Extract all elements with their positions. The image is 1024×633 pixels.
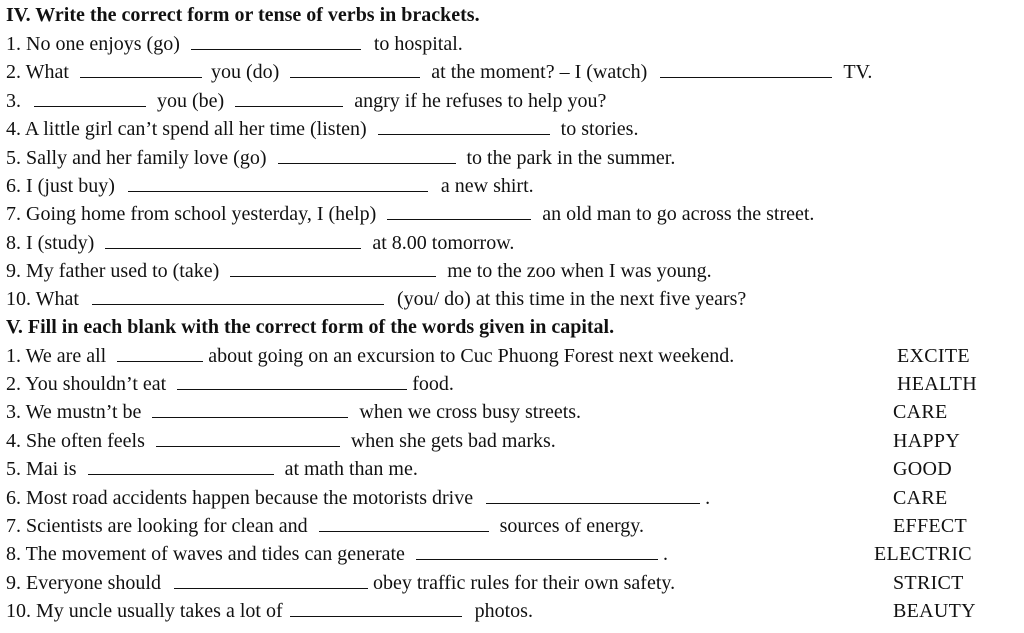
s4-item-2-blank-2[interactable] — [290, 59, 420, 78]
s5-item-9-text-b: obey traffic rules for their own safety. — [372, 572, 676, 594]
s4-item-1-text-a: 1. No one enjoys (go) — [6, 33, 180, 55]
s5-item-1 — [6, 342, 734, 370]
s4-item-1-text-b: to hospital. — [373, 33, 463, 55]
s5-item-9 — [6, 569, 675, 597]
s4-item-10-text-a: 10. What — [6, 288, 79, 310]
s4-item-3-text-b: you (be) — [157, 90, 225, 112]
s5-item-8-text-a: 8. The movement of waves and tides can generate — [6, 543, 405, 565]
s5-item-1-text-a: 1. We are all — [6, 345, 107, 367]
s5-item-3-text-a: 3. We mustn’t be — [6, 401, 142, 423]
s5-item-7-word: EFFECT — [893, 515, 968, 537]
s5-item-9-text-a: 9. Everyone should — [6, 572, 161, 594]
section-5-heading: V. Fill in each blank with the correct form of the words given in capital. — [6, 316, 615, 338]
s5-item-3-text-b: when we cross busy streets. — [359, 401, 582, 423]
s4-item-2-text-a: 2. What — [6, 61, 69, 83]
s5-item-9-word: STRICT — [893, 572, 964, 594]
s4-item-5 — [6, 144, 675, 172]
s4-item-2-blank-1[interactable] — [80, 59, 202, 78]
s4-item-8-text-a: 8. I (study) — [6, 232, 95, 254]
s4-item-9-text-a: 9. My father used to (take) — [6, 260, 220, 282]
s5-item-8-text-b: . — [662, 543, 668, 565]
s4-item-2-text-b: you (do) — [210, 61, 280, 83]
s5-item-7 — [6, 512, 644, 540]
s5-item-10 — [6, 597, 533, 625]
s4-item-3 — [6, 87, 606, 115]
s5-item-8 — [6, 540, 668, 568]
s5-item-5-text-b: at math than me. — [284, 458, 418, 480]
s4-item-5-text-a: 5. Sally and her family love (go) — [6, 147, 267, 169]
s4-item-2 — [6, 58, 872, 86]
s4-item-7-text-b: an old man to go across the street. — [542, 203, 815, 225]
s5-item-2-text-a: 2. You shouldn’t eat — [6, 373, 167, 395]
s5-item-1-blank[interactable] — [117, 343, 203, 362]
s4-item-4 — [6, 115, 638, 143]
s5-item-7-text-b: sources of energy. — [499, 515, 644, 537]
s5-item-10-text-a: 10. My uncle usually takes a lot of — [6, 600, 283, 622]
s4-item-3-blank-1[interactable] — [34, 88, 146, 107]
s4-item-3-text-a: 3. — [6, 90, 21, 112]
s4-item-2-text-c: at the moment? – I (watch) — [431, 61, 648, 83]
s4-item-7 — [6, 200, 814, 228]
s5-item-3 — [6, 398, 581, 426]
s5-item-3-word: CARE — [893, 401, 948, 423]
s5-item-5-text-a: 5. Mai is — [6, 458, 77, 480]
s5-item-3-blank[interactable] — [152, 399, 348, 418]
s5-item-10-text-b: photos. — [474, 600, 533, 622]
s4-item-2-blank-3[interactable] — [660, 59, 832, 78]
s4-item-6-text-a: 6. I (just buy) — [6, 175, 115, 197]
s5-item-6-blank[interactable] — [486, 485, 700, 504]
s4-item-3-text-c: angry if he refuses to help you? — [354, 90, 607, 112]
s4-item-6 — [6, 172, 534, 200]
s5-item-6-text-b: . — [705, 487, 711, 509]
s4-item-9 — [6, 257, 712, 285]
s5-item-10-word: BEAUTY — [893, 600, 976, 622]
s5-item-6 — [6, 484, 710, 512]
s4-item-5-blank[interactable] — [278, 145, 456, 164]
s5-item-4-word: HAPPY — [893, 430, 961, 452]
s4-item-1-blank[interactable] — [191, 31, 361, 50]
s5-item-4-text-b: when she gets bad marks. — [350, 430, 556, 452]
s4-item-9-text-b: me to the zoo when I was young. — [447, 260, 712, 282]
s4-item-4-text-a: 4. A little girl can’t spend all her time (listen) — [6, 118, 367, 140]
s5-item-4-text-a: 4. She often feels — [6, 430, 145, 452]
s5-item-9-blank[interactable] — [174, 570, 368, 589]
s4-item-5-text-b: to the park in the summer. — [466, 147, 676, 169]
s4-item-2-text-d: TV. — [843, 61, 873, 83]
s4-item-6-blank[interactable] — [128, 173, 428, 192]
s5-item-6-word: CARE — [893, 487, 948, 509]
s5-item-8-word: ELECTRIC — [874, 543, 972, 565]
s4-item-9-blank[interactable] — [230, 258, 436, 277]
s4-item-7-blank[interactable] — [387, 201, 531, 220]
s4-item-4-text-b: to stories. — [560, 118, 639, 140]
s5-item-5-blank[interactable] — [88, 456, 274, 475]
s4-item-1 — [6, 30, 463, 58]
s5-item-2-text-b: food. — [412, 373, 454, 395]
s4-item-10 — [6, 285, 746, 313]
s5-item-5 — [6, 455, 418, 483]
s4-item-8-blank[interactable] — [105, 230, 361, 249]
s4-item-10-text-b: (you/ do) at this time in the next five years? — [396, 288, 747, 310]
s5-item-1-word: EXCITE — [897, 345, 970, 367]
s5-item-7-blank[interactable] — [319, 513, 489, 532]
s4-item-3-blank-2[interactable] — [235, 88, 343, 107]
s4-item-7-text-a: 7. Going home from school yesterday, I (help) — [6, 203, 377, 225]
s5-item-4 — [6, 427, 556, 455]
s5-item-2-blank[interactable] — [177, 371, 407, 390]
s5-item-8-blank[interactable] — [416, 541, 658, 560]
s4-item-8-text-b: at 8.00 tomorrow. — [372, 232, 515, 254]
s4-item-8 — [6, 229, 514, 257]
s4-item-10-blank[interactable] — [92, 286, 384, 305]
s5-item-1-text-b: about going on an excursion to Cuc Phuong Forest next weekend. — [208, 345, 735, 367]
s5-item-7-text-a: 7. Scientists are looking for clean and — [6, 515, 308, 537]
s5-item-10-blank[interactable] — [290, 598, 462, 617]
s5-item-2 — [6, 370, 454, 398]
s5-item-5-word: GOOD — [893, 458, 952, 480]
s5-item-4-blank[interactable] — [156, 428, 340, 447]
s5-item-2-word: HEALTH — [897, 373, 977, 395]
s4-item-6-text-b: a new shirt. — [440, 175, 534, 197]
section-4-heading: IV. Write the correct form or tense of verbs in brackets. — [6, 4, 480, 26]
s4-item-4-blank[interactable] — [378, 116, 550, 135]
s5-item-6-text-a: 6. Most road accidents happen because the motorists drive — [6, 487, 474, 509]
